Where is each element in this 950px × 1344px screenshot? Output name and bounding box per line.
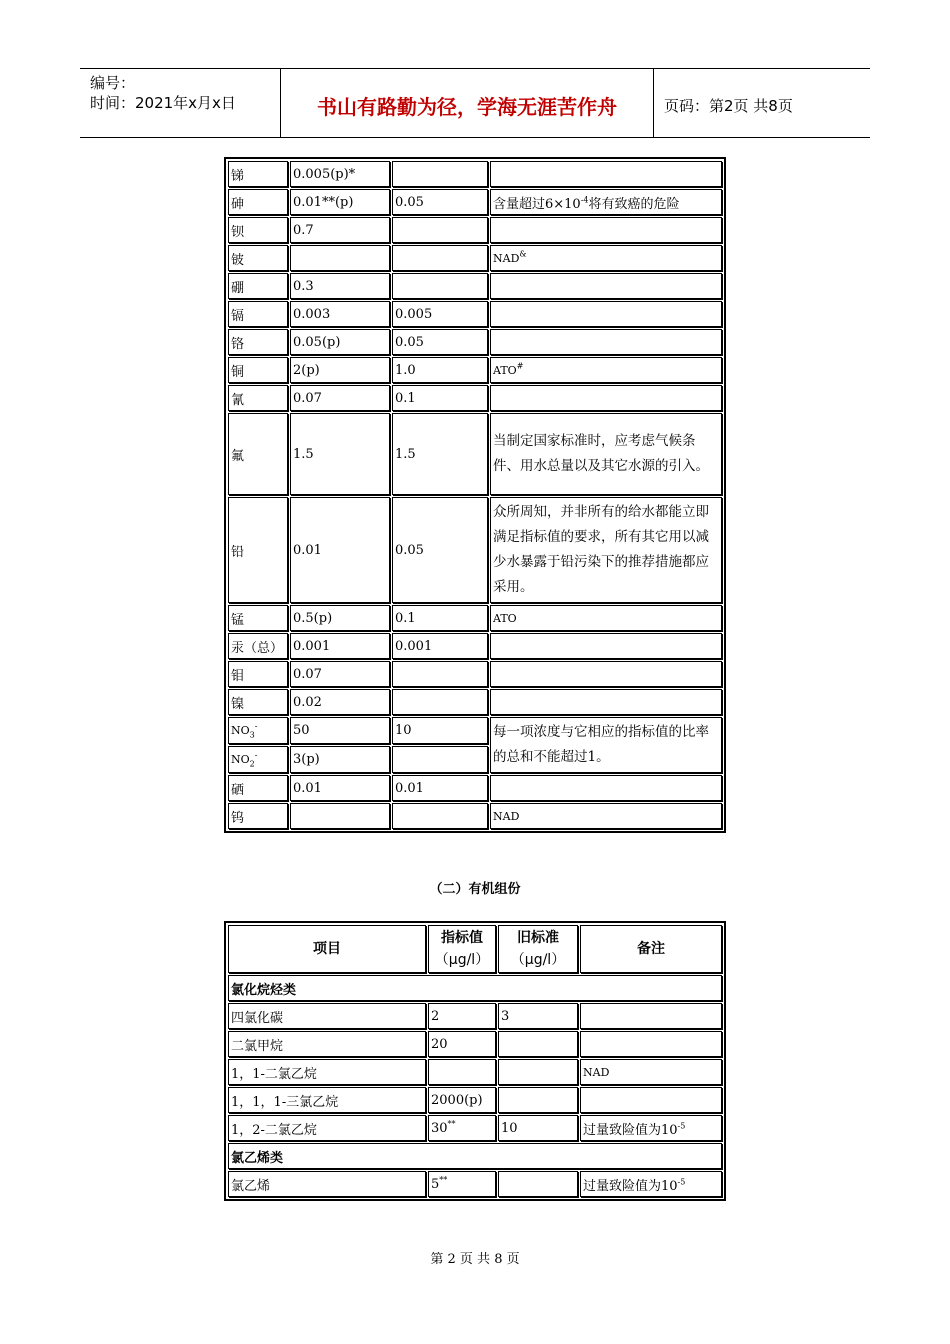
cell-item: 锰 (228, 605, 288, 631)
cell-note: 当制定国家标准时，应考虑气候条件、用水总量以及其它水源的引入。 (490, 413, 722, 495)
note-text: ATO (493, 363, 517, 377)
cell-note (490, 385, 722, 411)
note-text: NAD (493, 251, 520, 265)
cell-note (490, 217, 722, 243)
note-text: 过量致险值为10 (583, 1178, 678, 1194)
cell-note (490, 161, 722, 187)
cell-value: 0.5(p) (290, 605, 390, 631)
cell-note (490, 775, 722, 801)
header-old-label: 旧标准 (517, 930, 559, 946)
cell-old: 1.5 (392, 413, 488, 495)
note-text: 过量致险值为10 (583, 1122, 678, 1138)
formula-sup: - (254, 750, 258, 760)
note-exponent: -4 (580, 195, 589, 205)
cell-note (490, 689, 722, 715)
table-row (228, 385, 722, 411)
cell-old: 0.001 (392, 633, 488, 659)
group-title: 氯乙烯类 (228, 1143, 722, 1169)
cell-note: 每一项浓度与它相应的指标值的比率的总和不能超过1。 (490, 717, 722, 773)
header-page-label: 页码：第2页 共8页 (664, 96, 793, 115)
cell-old (498, 1171, 578, 1197)
header-meta (80, 69, 280, 137)
table-row (228, 357, 722, 383)
table-row (228, 803, 722, 829)
cell-old (392, 803, 488, 829)
table-row (228, 689, 722, 715)
header-motto: 书山有路勤为径，学海无涯苦作舟 (280, 69, 654, 137)
note-mark: # (516, 361, 524, 371)
table-row (228, 329, 722, 355)
inorganic-table (224, 157, 726, 833)
cell-item: 1，2-二氯乙烷 (228, 1115, 426, 1141)
note-mark: & (519, 249, 527, 259)
formula-base: NO (231, 753, 250, 766)
table-row (228, 217, 722, 243)
cell-item: 铜 (228, 357, 288, 383)
cell-item: 四氯化碳 (228, 1003, 426, 1029)
cell-item: 氟 (228, 413, 288, 495)
cell-old (498, 1031, 578, 1057)
table-row (228, 497, 722, 603)
cell-item: 砷 (228, 189, 288, 215)
organic-table (224, 921, 726, 1201)
cell-value (428, 1171, 496, 1197)
cell-value: 0.01 (290, 497, 390, 603)
cell-value: 0.02 (290, 689, 390, 715)
table-row (228, 161, 722, 187)
cell-note: NAD (580, 1059, 722, 1085)
table-row (228, 1087, 722, 1113)
cell-value (290, 245, 390, 271)
cell-old (498, 1087, 578, 1113)
cell-item: 1，1，1-三氯乙烷 (228, 1087, 426, 1113)
cell-old: 0.05 (392, 189, 488, 215)
note-exponent: -5 (677, 1121, 686, 1131)
cell-item: 镍 (228, 689, 288, 715)
cell-value (428, 1115, 496, 1141)
table-row (228, 775, 722, 801)
cell-item (228, 746, 288, 773)
header-item: 项目 (228, 925, 426, 973)
number-label: 编号： (90, 74, 136, 92)
cell-value (428, 1059, 496, 1085)
note-text: 含量超过6×10 (493, 196, 581, 212)
cell-old: 10 (498, 1115, 578, 1141)
cell-value: 0.07 (290, 661, 390, 687)
header-value-label: 指标值 (441, 930, 483, 946)
table-header-row (228, 925, 722, 973)
note-exponent: -5 (677, 1177, 686, 1187)
cell-old (392, 661, 488, 687)
cell-old: 0.1 (392, 605, 488, 631)
value-mark: ** (439, 1175, 448, 1185)
cell-note (490, 633, 722, 659)
cell-note (490, 357, 722, 383)
cell-note (580, 1115, 722, 1141)
cell-note: NAD (490, 803, 722, 829)
cell-old (392, 245, 488, 271)
table-row (228, 273, 722, 299)
cell-item: 氯乙烯 (228, 1171, 426, 1197)
cell-old: 0.01 (392, 775, 488, 801)
table-row (228, 1003, 722, 1029)
cell-value: 0.07 (290, 385, 390, 411)
cell-note (580, 1171, 722, 1197)
formula-sup: - (254, 721, 258, 731)
cell-value: 20 (428, 1031, 496, 1057)
table-row (228, 1031, 722, 1057)
cell-value: 50 (290, 717, 390, 744)
cell-old: 0.1 (392, 385, 488, 411)
cell-old: 10 (392, 717, 488, 744)
table-row (228, 1171, 722, 1197)
table-row (228, 633, 722, 659)
cell-value (290, 803, 390, 829)
time-label: 时间：2021年x月x日 (90, 94, 236, 112)
cell-item: 铅 (228, 497, 288, 603)
cell-value: 3(p) (290, 746, 390, 773)
cell-item (228, 717, 288, 744)
section-title: （二）有机组份 (429, 882, 521, 897)
value-mark: ** (447, 1119, 456, 1129)
header-value (428, 925, 496, 973)
cell-old (392, 273, 488, 299)
cell-item: 1，1-二氯乙烷 (228, 1059, 426, 1085)
cell-value: 2000(p) (428, 1087, 496, 1113)
table-row (228, 413, 722, 495)
header-old-unit: （μg/l） (510, 952, 566, 968)
cell-old (392, 689, 488, 715)
cell-value: 0.01 (290, 775, 390, 801)
formula-sub: 3 (249, 730, 255, 740)
header-old (498, 925, 578, 973)
cell-item: 镉 (228, 301, 288, 327)
table-row (228, 717, 722, 744)
cell-old: 0.005 (392, 301, 488, 327)
header-value-unit: （μg/l） (434, 952, 490, 968)
cell-note (580, 1031, 722, 1057)
table-row (228, 1115, 722, 1141)
cell-value: 2(p) (290, 357, 390, 383)
table-row (228, 605, 722, 631)
value-text: 30 (431, 1120, 448, 1136)
formula-base: NO (231, 724, 250, 737)
cell-item: 钼 (228, 661, 288, 687)
cell-item: 硒 (228, 775, 288, 801)
cell-note (490, 273, 722, 299)
cell-old: 3 (498, 1003, 578, 1029)
note-text-end: 将有致癌的危险 (588, 196, 680, 212)
cell-old: 0.05 (392, 329, 488, 355)
cell-item: 锑 (228, 161, 288, 187)
value-text: 5 (431, 1176, 440, 1192)
cell-old: 0.05 (392, 497, 488, 603)
cell-value: 1.5 (290, 413, 390, 495)
cell-note (490, 661, 722, 687)
header-note: 备注 (580, 925, 722, 973)
table-row (228, 661, 722, 687)
cell-old (392, 161, 488, 187)
cell-value: 0.005(p)* (290, 161, 390, 187)
cell-item: 硼 (228, 273, 288, 299)
group-row (228, 975, 722, 1001)
cell-old (392, 217, 488, 243)
table-row (228, 189, 722, 215)
cell-item: 钨 (228, 803, 288, 829)
cell-old (392, 746, 488, 773)
cell-item: 汞（总） (228, 633, 288, 659)
formula-sub: 2 (249, 759, 255, 769)
cell-item: 钡 (228, 217, 288, 243)
cell-old (498, 1059, 578, 1085)
table-row (228, 245, 722, 271)
cell-value: 0.01**(p) (290, 189, 390, 215)
cell-value: 2 (428, 1003, 496, 1029)
cell-value: 0.003 (290, 301, 390, 327)
cell-value: 0.05(p) (290, 329, 390, 355)
cell-value: 0.001 (290, 633, 390, 659)
cell-note: ATO (490, 605, 722, 631)
cell-item: 二氯甲烷 (228, 1031, 426, 1057)
table-row (228, 301, 722, 327)
cell-item: 氰 (228, 385, 288, 411)
group-title: 氯化烷烃类 (228, 975, 722, 1001)
cell-item: 铍 (228, 245, 288, 271)
cell-old: 1.0 (392, 357, 488, 383)
cell-note (490, 189, 722, 215)
cell-note (490, 245, 722, 271)
page-footer: 第 2 页 共 8 页 (430, 1252, 520, 1267)
cell-value: 0.3 (290, 273, 390, 299)
cell-note (580, 1003, 722, 1029)
table-row (228, 1059, 722, 1085)
page-header (80, 68, 870, 138)
group-row (228, 1143, 722, 1169)
cell-note (580, 1087, 722, 1113)
cell-note (490, 329, 722, 355)
cell-note: 众所周知，并非所有的给水都能立即满足指标值的要求，所有其它用以减少水暴露于铅污染下的推荐措施都应采用。 (490, 497, 722, 603)
cell-value: 0.7 (290, 217, 390, 243)
cell-item: 铬 (228, 329, 288, 355)
cell-note (490, 301, 722, 327)
